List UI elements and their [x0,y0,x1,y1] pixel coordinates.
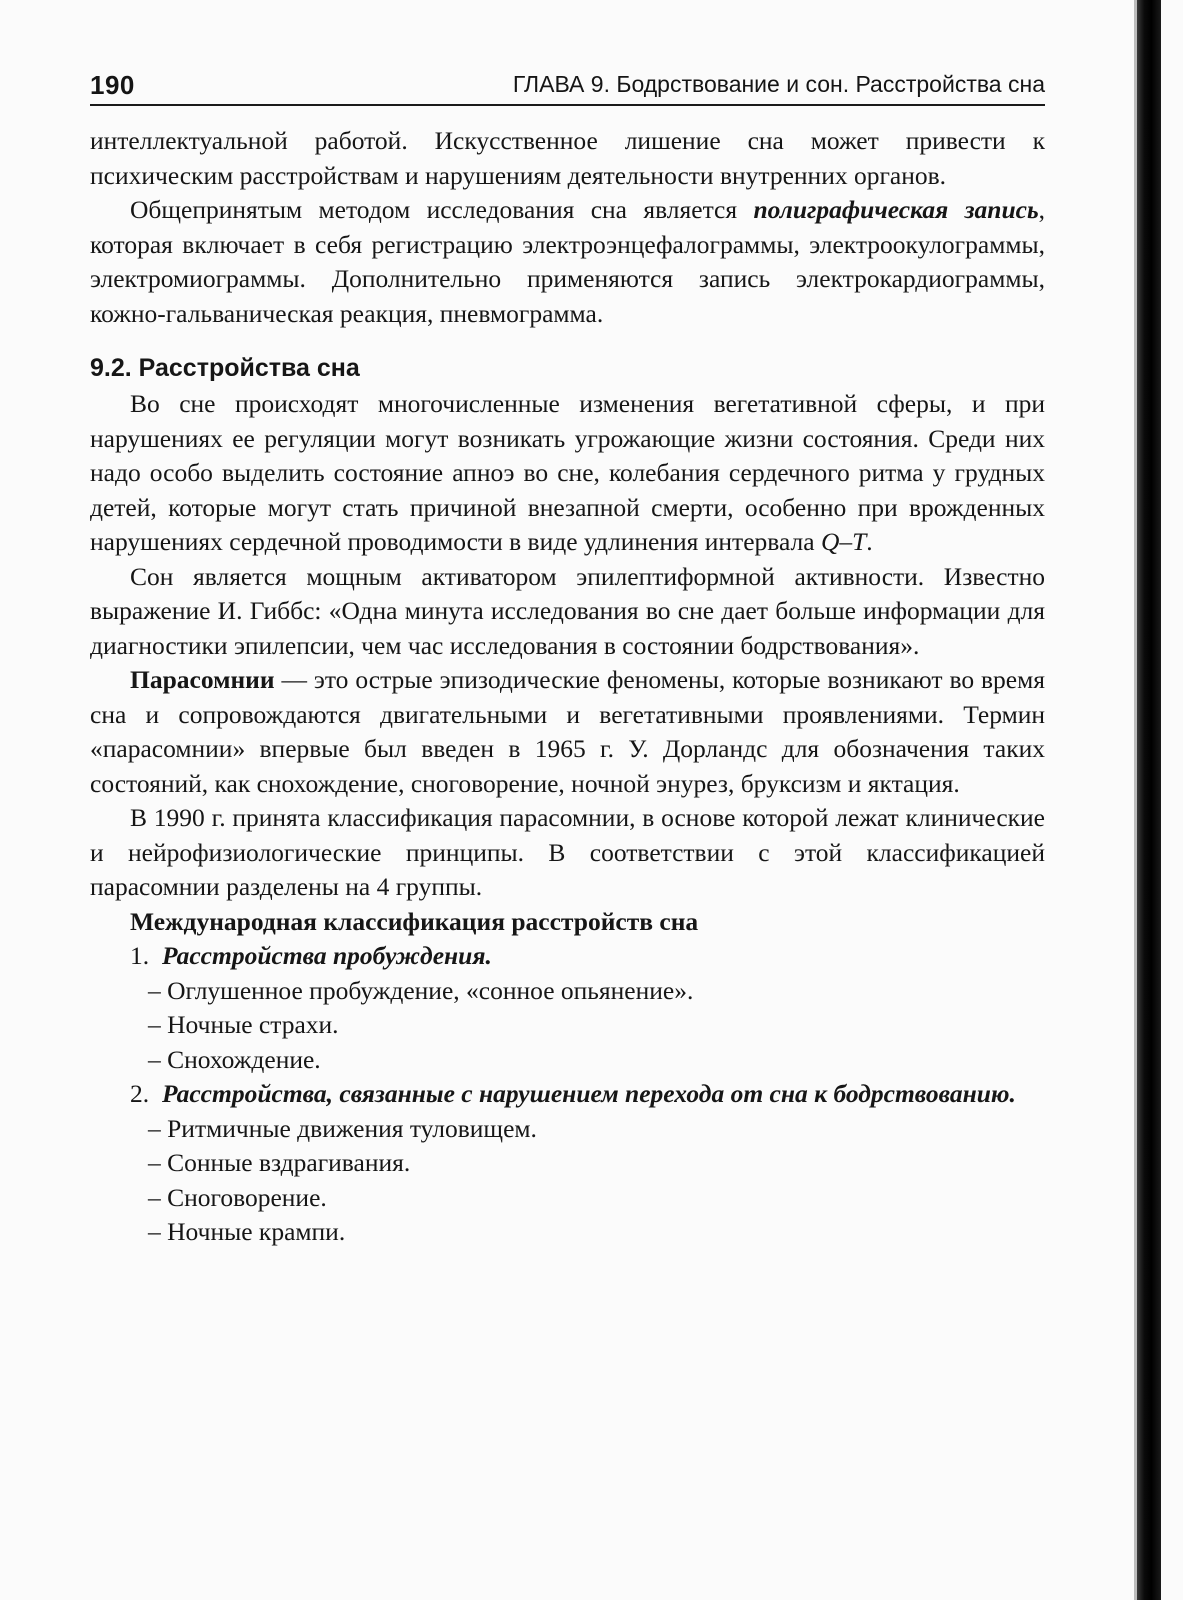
paragraph-classification-intro [90,801,1045,905]
paragraph-epilepsy [90,560,1045,664]
list-item: – Ночные крампи. [148,1217,346,1246]
section-heading: 9.2. Расстройства сна [90,354,360,382]
list-item: – Сноговорение. [148,1182,327,1212]
group-title: Расстройства, связанные с нарушением перехода от сна к бодрствованию. [162,1079,1016,1108]
list-item: – Снохождение. [148,1044,321,1074]
paragraph-text: , которая включает в себя регистрацию электроэнцефалограммы, электроокулограммы, электромиограммы. Дополнительно применяются запись электрокардиограммы, кожно-гальваническая реакция, пневмограмма. [90,195,1046,328]
page-number: 190 [90,70,135,100]
classification-title: Международная классификация расстройств сна [130,906,699,936]
list-item: – Сонные вздрагивания. [148,1148,411,1177]
list-item: – Ритмичные движения туловищем. [148,1113,537,1143]
page-body [90,124,1045,1250]
paragraph-polygraphy [90,193,1045,331]
emphasized-term: полиграфическая запись [753,195,1039,224]
running-head: ГЛАВА 9. Бодрствование и сон. Расстройства сна [512,71,1045,97]
paragraph-text: В 1990 г. принята классификация парасомнии, в основе которой лежат клинические и нейрофизиологические принципы. В соответствии с этой классификацией парасомнии разделены на 4 группы. [90,803,1045,901]
paragraph-parasomnia [90,663,1045,801]
paragraph-continuation [90,124,1045,193]
interval-label: Q–T [820,527,867,556]
classification-group-1 [90,939,1045,974]
book-spine-shadow [1137,0,1161,1600]
paragraph-text: Во сне происходят многочисленные изменения вегетативной сферы, и при нарушениях ее регуляции могут возникать угрожающие жизни состояния. Среди них надо особо выделить состояние апноэ во сне, колебания сердечного ритма у грудных детей, которые могут стать причиной внезапной смерти, особенно при врожденных нарушениях сердечной проводимости в виде удлинения интервала [90,389,1045,556]
bold-term: Парасомнии [130,665,275,694]
paragraph-text: Общепринятым методом исследования сна является [130,195,754,224]
paragraph-text: интеллектуальной работой. Искусственное лишение сна может привести к психическим расстройствам и нарушениям деятельности внутренних органов. [90,126,1045,190]
group-number: 2. [130,1079,150,1108]
paragraph-vegetative [90,387,1045,560]
group-title: Расстройства пробуждения. [162,941,492,970]
page-header [90,66,1045,106]
list-item: – Оглушенное пробуждение, «сонное опьянение». [148,975,694,1005]
classification-group-2 [90,1077,1045,1112]
paragraph-text: . [866,527,873,556]
paragraph-text: — это острые эпизодические феномены, которые возникают во время сна и сопровождаются двигательными и вегетативными проявлениями. Термин «парасомнии» впервые был введен в 1965 г. У. Дорландс для обозначения таких состояний, как снохождение, сноговорение, ночной энурез, бруксизм и яктация. [90,665,1045,798]
group-number: 1. [130,941,150,970]
paragraph-text: Сон является мощным активатором эпилептиформной активности. Известно выражение И. Гиббс: «Одна минута исследования во сне дает больше информации для диагностики эпилепсии, чем час исследования в состоянии бодрствования». [90,561,1045,660]
list-item: – Ночные страхи. [148,1010,339,1039]
